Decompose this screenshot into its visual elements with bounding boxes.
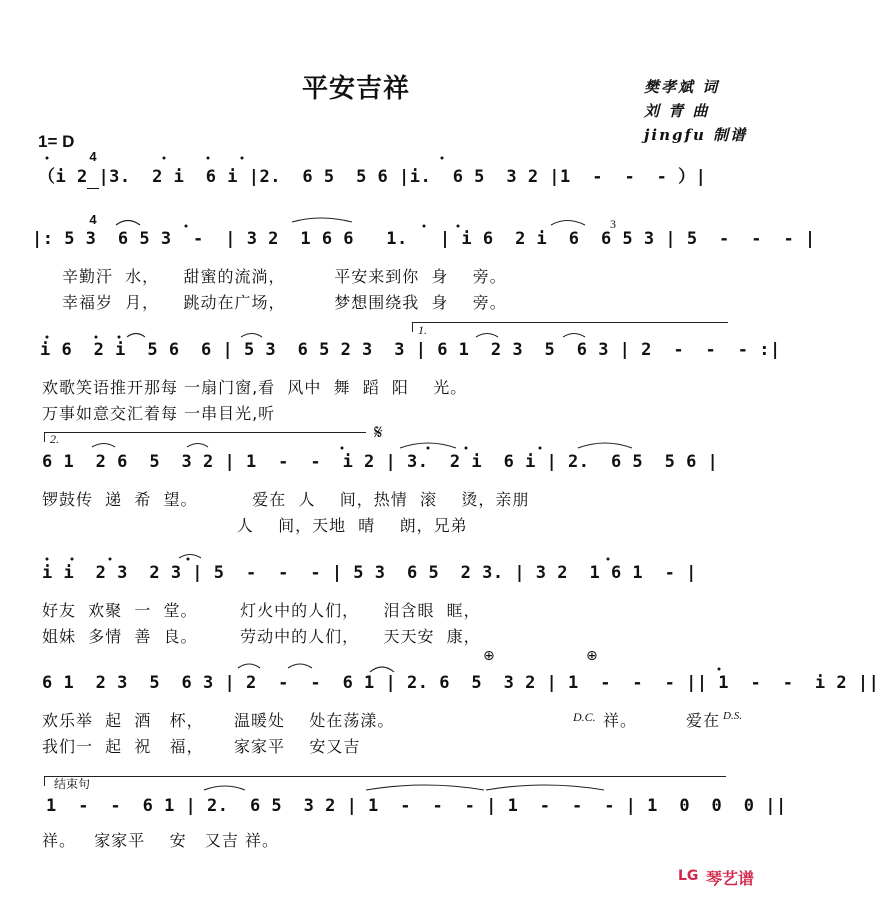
ds-lyric: 爱在 <box>686 711 721 730</box>
tie <box>578 443 632 448</box>
notes-system-5: i i 2 3 2 3 | 5 - - - | 5 3 6 5 2 3. | 3 2 1 6 1 - | <box>42 563 697 583</box>
slur <box>116 221 140 226</box>
lyric-system-3-verse-1: 欢歌笑语推开那每 一扇门窗,看 风中 舞 蹈 阳 光。 <box>42 378 468 397</box>
tie <box>292 218 352 222</box>
slur <box>204 786 245 790</box>
slur <box>187 444 208 448</box>
watermark-logo-icon: LG <box>678 868 699 884</box>
watermark-site: 琴艺谱 <box>706 869 755 888</box>
notes-system-2: |: 5 3 6 5 3 - | 3 2 1 6 6 1. | i 6 2 i 6 6 5 3 | 5 - - - | <box>32 229 816 249</box>
lyric-system-5-verse-2: 姐妹 多情 善 良。 劳动中的人们， 天天安 康， <box>42 627 481 646</box>
lyric-system-4-verse-2: 人 间，天地 晴 朗，兄弟 <box>42 516 468 535</box>
slur <box>127 334 145 338</box>
slur <box>288 664 312 668</box>
lyric-system-6-verse-1: 欢乐举 起 酒 杯， 温暖处 处在荡漾。 <box>42 711 395 730</box>
key-signature: 1= D <box>38 132 75 151</box>
coda-sign-2: ⊕ <box>586 648 598 664</box>
notes-system-6: 6 1 2 3 5 6 3 | 2 - - 6 1 | 2. 6 5 3 2 | 1 - - - || 1 - - i 2 || <box>42 673 879 693</box>
volta-2-label: 2. <box>50 432 59 446</box>
dc-marking: D.C. <box>573 710 596 724</box>
segno-sign: 𝄋 <box>374 420 383 444</box>
tie <box>486 785 604 790</box>
ds-marking: D.S. <box>723 710 742 722</box>
notes-system-3: i 6 2 i 5 6 6 | 5 3 6 5 2 3 3 | 6 1 2 3 5 6 3 | 2 - - - :| <box>40 340 781 360</box>
slur <box>370 667 394 672</box>
lyricist-credit: 樊孝斌 词 <box>644 78 720 96</box>
page-title: 平安吉祥 <box>302 74 411 104</box>
lyric-system-2-verse-2: 幸福岁 月， 跳动在广场， 梦想围绕我 身 旁。 <box>62 293 507 312</box>
slur <box>241 334 262 338</box>
slur <box>563 334 585 338</box>
ending-label: 结束句 <box>54 777 91 791</box>
dc-lyric: 祥。 <box>603 711 638 730</box>
tie <box>366 785 484 790</box>
lyric-system-6-verse-2: 我们一 起 祝 福， 家家平 安又吉 <box>42 737 361 756</box>
grace-note-3: 3 <box>610 217 616 231</box>
notes-system-4: 6 1 2 6 5 3 2 | 1 - - i 2 | 3. 2 i 6 i | 2. 6 5 5 6 | <box>42 452 719 472</box>
time-signature-bottom: 4 <box>89 212 97 227</box>
lyric-system-7: 祥。 家家平 安 又吉 祥。 <box>42 831 279 850</box>
composer-credit: 刘 青 曲 <box>644 102 710 120</box>
slur <box>238 664 260 668</box>
time-signature-top: 4 <box>89 149 97 164</box>
slur <box>476 334 498 338</box>
arranger-credit: jingfu 制谱 <box>644 126 748 144</box>
lyric-system-4-verse-1: 锣鼓传 递 希 望。 爱在 人 间，热情 滚 烫，亲朋 <box>42 490 530 509</box>
notes-system-1: （i 2 |3. 2 i 6 i |2. 6 5 5 6 |i. 6 5 3 2 |1 - - - ）| <box>38 167 707 187</box>
slur <box>179 555 201 559</box>
coda-sign-1: ⊕ <box>483 648 495 664</box>
slur <box>551 221 585 226</box>
slur <box>92 444 115 448</box>
volta-1-label: 1. <box>418 323 427 337</box>
notes-system-7: 1 - - 6 1 | 2. 6 5 3 2 | 1 - - - | 1 - - - | 1 0 0 0 || <box>46 796 787 816</box>
lyric-system-2-verse-1: 辛勤汗 水， 甜蜜的流淌， 平安来到你 身 旁。 <box>62 267 507 286</box>
lyric-system-5-verse-1: 好友 欢聚 一 堂。 灯火中的人们， 泪含眼 眶， <box>42 601 481 620</box>
lyric-system-3-verse-2: 万事如意交汇着每 一串目光,听 <box>42 404 276 423</box>
